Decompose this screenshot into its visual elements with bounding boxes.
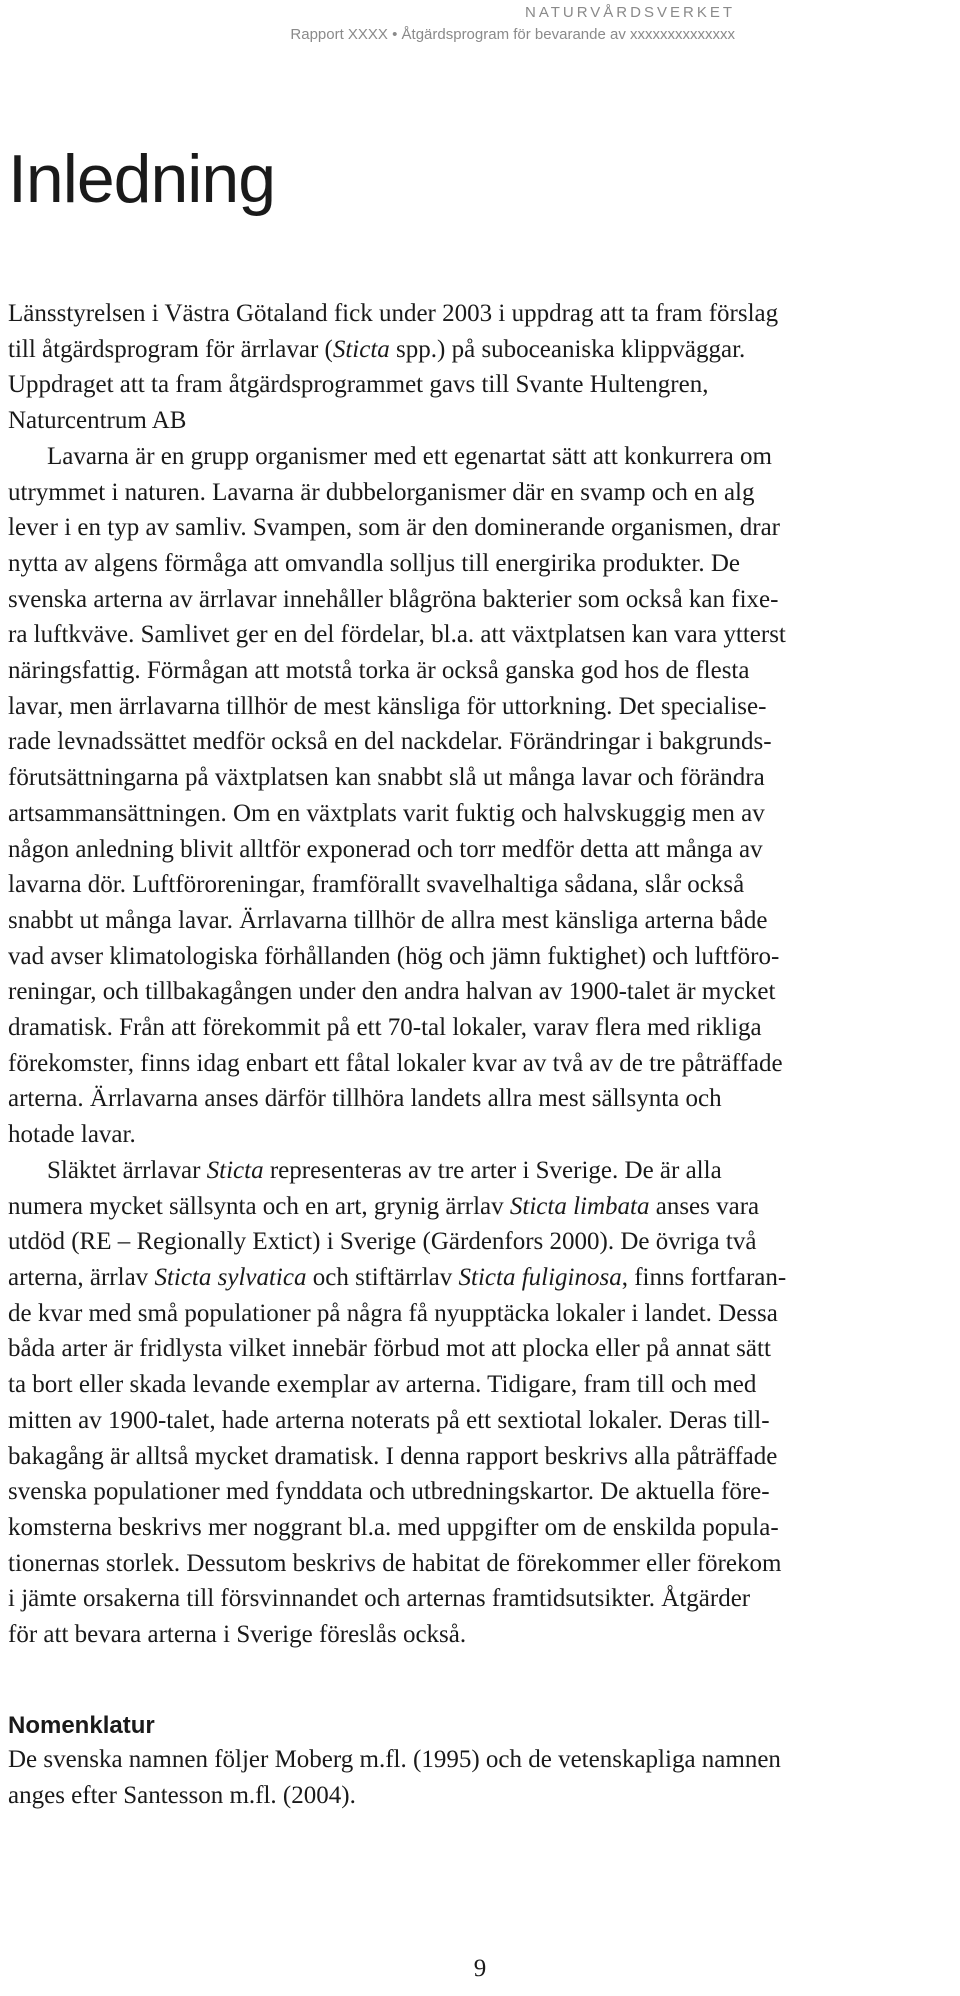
lichen-biology-paragraph (8, 439, 948, 1153)
text-line: arterna, ärrlav Sticta sylvatica och stiftärrlav Sticta fuliginosa, finns fortfaran- (8, 1263, 787, 1291)
text-line: vad avser klimatologiska förhållanden (hög och jämn fuktighet) och luftföro- (8, 942, 780, 970)
text-line: artsammansättningen. Om en växtplats varit fuktig och halvskuggig men av (8, 799, 765, 827)
text-line: i jämte orsakerna till försvinnandet och arternas framtidsutsikter. Åtgärder (8, 1585, 751, 1613)
text-line: lavar, men ärrlavarna tillhör de mest känsliga för uttorkning. Det specialise- (8, 692, 767, 720)
text-line: nytta av algens förmåga att omvandla solljus till energirika produkter. De (8, 549, 740, 577)
text-line: de kvar med små populationer på några få nyupptäcka lokaler i landet. Dessa (8, 1299, 778, 1327)
text-line: näringsfattig. Förmågan att motstå torka är också ganska god hos de flesta (8, 657, 750, 685)
text-line: lavarna dör. Luftföroreningar, framförallt svavelhaltiga sådana, slår också (8, 871, 745, 899)
text-line: någon anledning blivit alltför exponerad och torr medför detta att många av (8, 835, 763, 863)
text-line: lever i en typ av samliv. Svampen, som är den dominerande organismen, drar (8, 514, 781, 542)
sticta-species-paragraph (8, 1153, 948, 1653)
intro-paragraph (8, 296, 948, 439)
text-line: reningar, och tillbakagången under den andra halvan av 1900-talet är mycket (8, 978, 776, 1006)
text-line: arterna. Ärrlavarna anses därför tillhöra landets allra mest sällsynta och (8, 1085, 722, 1113)
text-line: dramatisk. Från att förekommit på ett 70-tal lokaler, varav flera med rikliga (8, 1014, 762, 1042)
text-line: numera mycket sällsynta och en art, grynig ärrlav Sticta limbata anses vara (8, 1192, 760, 1220)
header-report-title: Rapport XXXX • Åtgärdsprogram för bevarande av xxxxxxxxxxxxxx (290, 26, 735, 43)
running-header (290, 2, 735, 46)
text-line: svenska arterna av ärrlavar innehåller blågröna bakterier som också kan fixe- (8, 585, 779, 613)
text-line: anges efter Santesson m.fl. (2004). (8, 1781, 356, 1809)
text-line: hotade lavar. (8, 1121, 136, 1149)
text-line: utdöd (RE – Regionally Extict) i Sverige (Gärdenfors 2000). De övriga två (8, 1228, 757, 1256)
text-line: tionernas storlek. Dessutom beskrivs de habitat de förekommer eller förekom (8, 1549, 782, 1577)
text-line: mitten av 1900-talet, hade arterna noterats på ett sextiotal lokaler. Deras till- (8, 1406, 770, 1434)
text-line: förekomster, finns idag enbart ett fåtal lokaler kvar av två av de tre påträffade (8, 1049, 783, 1077)
text-line: svenska populationer med fynddata och utbredningskartor. De aktuella före- (8, 1478, 770, 1506)
text-line: Släktet ärrlavar Sticta representeras av tre arter i Sverige. De är alla (47, 1156, 722, 1184)
text-line: komsterna beskrivs mer noggrant bl.a. med uppgifter om de enskilda popula- (8, 1513, 779, 1541)
text-line: ra luftkväve. Samlivet ger en del fördelar, bl.a. att växtplatsen kan vara ytterst (8, 621, 786, 649)
text-line: förutsättningarna på växtplatsen kan snabbt slå ut många lavar och förändra (8, 764, 765, 792)
body-text (8, 296, 948, 1653)
text-line: rade levnadssättet medför också en del nackdelar. Förändringar i bakgrunds- (8, 728, 772, 756)
text-line: snabbt ut många lavar. Ärrlavarna tillhör de allra mest känsliga arterna både (8, 906, 768, 934)
text-line: Lavarna är en grupp organismer med ett egenartat sätt att konkurrera om (47, 442, 772, 470)
text-line: bakagång är alltså mycket dramatisk. I denna rapport beskrivs alla påträffade (8, 1442, 778, 1470)
header-organization: NATURVÅRDSVERKET (525, 4, 735, 21)
text-line: för att bevara arterna i Sverige föreslås också. (8, 1621, 467, 1649)
text-line: Länsstyrelsen i Västra Götaland fick under 2003 i uppdrag att ta fram förslag (8, 300, 779, 327)
text-line: Naturcentrum AB (8, 407, 187, 435)
text-line: utrymmet i naturen. Lavarna är dubbelorganismer där en svamp och en alg (8, 478, 755, 506)
section-heading-nomenklatur: Nomenklatur (8, 1712, 155, 1739)
intro-line-2: till åtgärdsprogram för ärrlavar (Sticta spp.) på suboceaniska klippväggar. (8, 335, 746, 363)
text-line: De svenska namnen följer Moberg m.fl. (1995) och de vetenskapliga namnen (8, 1746, 781, 1773)
text-line (8, 332, 948, 368)
text-line: Uppdraget att ta fram åtgärdsprogrammet gavs till Svante Hultengren, (8, 371, 709, 399)
page-title: Inledning (8, 141, 276, 217)
text-line: båda arter är fridlysta vilket innebär förbud mot att plocka eller på annat sätt (8, 1335, 771, 1363)
nomenklatur-paragraph (8, 1742, 948, 1813)
page-number: 9 (473, 1955, 487, 1982)
text-line: ta bort eller skada levande exemplar av arterna. Tidigare, fram till och med (8, 1371, 757, 1399)
